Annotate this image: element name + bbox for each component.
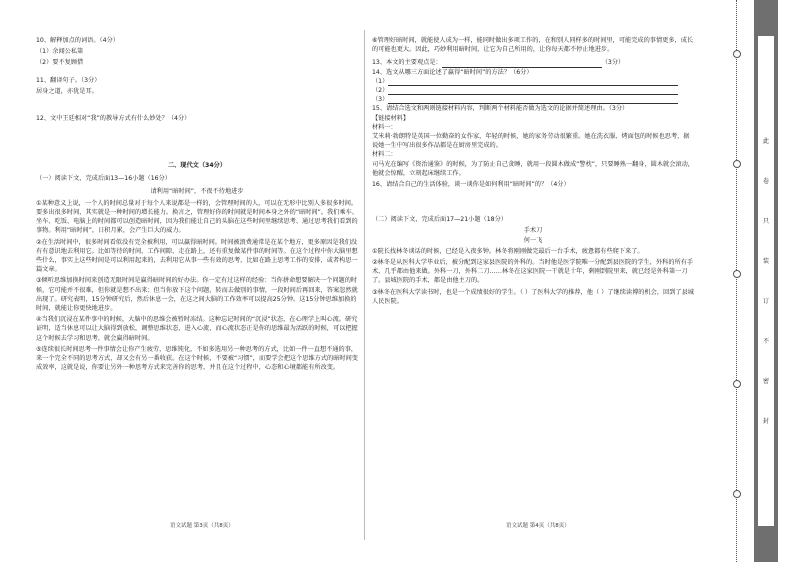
page-footer-left: 语文试题 第3页（共8页） — [170, 523, 234, 529]
story-paragraph-3: ③林冬在医科大学读书时，也是一个成绩很好的学生。（ ）了医科大学的推荐，他（ ）了继续读博的机会，回到了县城人民医院。 — [372, 288, 694, 305]
story-title: 手术刀 — [523, 227, 543, 235]
binding-char: 装 — [762, 258, 769, 265]
binding-hole — [733, 50, 741, 58]
question-16: 16、请结合自己的生活体验，谈一谈你是如何利用“暗时间”的？（4分） — [372, 181, 570, 189]
paragraph-3: ③倾听思维加换时间来创造无限时间是赢得暗时间的好办法。你一定有过这样的经验：当你拼命想要解决一个问题的时候，它可能并不很难，但你就是想不出来；但当你放下这个问题，转而去做别的事情，一段时间后再回来，答案忽然就出现了。研究表明，15分钟研究后，然后休息一会，在这之间大脑的工作效率可以提高25分钟。这15分钟思维加换的时间，就能让你更快地进步。 — [36, 277, 358, 313]
reading-intro: （一）阅读下文，完成后面13—16小题（16分） — [36, 175, 171, 183]
story-paragraph-1: ①院长找林冬谈话的时候，已经是入夜多钟。林冬将刚刚做完最后一台手术，疲惫都有些爬下来了。 — [372, 247, 644, 255]
binding-hole — [733, 490, 741, 498]
answer-blank-14-2[interactable] — [388, 88, 678, 95]
answer-blank-13[interactable] — [442, 61, 602, 68]
binding-char: 订 — [762, 298, 769, 305]
question-15: 15、请结合选文和两则链接材料内容，判断两个材料能否做为选文的论据并简述理由。（3分） — [372, 105, 629, 113]
link-label: 【链接材料】 — [372, 114, 410, 122]
binding-char: 只 — [762, 218, 769, 225]
paragraph-4: ④当我们沉浸在某件事中的时候，大脑中的思维会被暂时冻结。这种忘记时间的“沉浸”状态，在心理学上叫心流。研究证明，适当休息可以让大脑得到放松，调整思维状态，进入心流，而心流状态正是你的思维最为活跃的时候，可以把握这个时候去学习和思考，就会赢得暗时间。 — [36, 316, 358, 342]
material-1: 艾米莉·勃朗特是英国一位勤奋的女作家，年轻的时候，她的家务劳动很繁重。她在洗衣服、烤面包的时候也思考，据说她一生中写出很多作品都是在厨房里完成的。 — [372, 133, 690, 150]
question-10: 10、解释加点的词语。（4分） — [36, 37, 119, 44]
binding-char: 不 — [762, 338, 769, 345]
binding-char: 封 — [762, 418, 769, 425]
binding-panel — [758, 36, 774, 526]
paragraph-2: ②在生活时间中，很多时间看似没有完全被利用，可以赢得暗时间。时间被浪费通常是在某个地方，更多原因是我们没有有意识地去利用它。比如等待的时间、工作间隙、走在路上，还有重复做某件事的时间等。在这个过程中你大脑里想些什么，事实上这些时间是可以利用起来的，去利用它从事一些有效的思考，比如在路上思考工作的安排，或者构思一篇文章。 — [36, 238, 358, 274]
question-13: 13、本文的主要观点是： — [372, 59, 442, 67]
binding-char: 卷 — [762, 178, 769, 185]
question-10-item-2: （2）要不复顾借 — [36, 59, 84, 67]
left-page — [36, 36, 358, 372]
binding-hole — [733, 160, 741, 168]
material-2: 司马光在编写《资治通鉴》的时候，为了防止自己贪睡，就用一段圆木做成“警枕”，只要睡熟一翻身，圆木就会滚动，他就会惊醒，立刻起床继续工作。 — [372, 160, 694, 177]
story-author: 何一飞 — [523, 236, 543, 244]
story-paragraph-2: ②林冬是从医科大学毕业后，被分配到这家县医院的外科的。当时他是医学院唯一分配到县医院的学生，外科的所有手术，几乎都由他来做。外科一刀，外科二刀……林冬在这家医院一干就是十年，剩刚到院里来，就已经是外科第一刀了。县城医院的手术，都是由他主刀的。 — [372, 259, 694, 285]
paragraph-1: ①某种意义上说，一个人的时间总量对于每个人来说都是一样的，会管理时间的人，可以在无形中比别人多很多时间。要多出很多时间，其实就是一种时间的增长能力。换言之，管理好你的时间就是时间本身之外的“暗时间”。我们乘车、坐车、吃饭、电脑上的时间都可以创造暗时间，因为我们能让自己的头脑在这些时间里继续思考、通过思考我们看到的事物。利用“暗时间”，日积月累，会产生巨大的威力。 — [36, 199, 358, 235]
binding-hole — [733, 380, 741, 388]
page-footer-right: 语文试题 第4页（共8页） — [506, 523, 570, 529]
question-11: 11、翻译句子。（3分） — [36, 76, 101, 84]
question-12: 12、文中王廷相对“我”的教导方式有什么妙处？（4分） — [36, 115, 191, 123]
paragraph-6: ⑥管理好暗时间，就能使人成为一样，能同时做出多项工作的，在和别人同样多的时间里，可能完成的事情更多，成长的可能也更大。因此，巧妙利用暗时间，让它为自己所用的，让你每天都不停止地进步。 — [372, 37, 694, 54]
section-title: 二、现代文（34分） — [167, 162, 227, 170]
question-10-item-1: （1）余闻公私第 — [36, 48, 84, 56]
paragraph-5: ⑤连续很长时间思考一件事情会让你产生疲劳，思维钝化，不如多选用另一种思考的方式，比如一件一直想不通的事，来一个完全不同的思考方式，却又会有另一番收获。在这个时候，不要被“习惯”，而要学会把这个思维方式的暗时间变成效率，这就是说，你要让另外一种思考方式来完善你的思考，并且在这个过程中，心态和心境都能有所改变。 — [36, 345, 358, 372]
binding-dotted-line — [736, 0, 737, 562]
material-1-label: 材料一： — [372, 123, 397, 131]
question-14-item-3: （3） — [372, 96, 389, 104]
binding-char: 此 — [762, 138, 769, 145]
binding-strip — [714, 0, 794, 562]
question-14-item-1: （1） — [372, 77, 389, 85]
article-title: 请利用“暗时间”，不夜不待地进步 — [150, 187, 244, 195]
question-14-item-2: （2） — [372, 87, 389, 95]
question-14: 14、选文从哪三方面论述了赢得“暗时间”的方法？（6分） — [372, 68, 533, 76]
binding-char: 密 — [762, 378, 769, 385]
reading-intro-2: （二）阅读下文，完成后面17—21小题（18分） — [372, 216, 507, 224]
answer-blank-14-3[interactable] — [388, 97, 678, 104]
material-2-label: 材料二： — [372, 151, 397, 159]
answer-blank-14-1[interactable] — [388, 79, 678, 86]
right-page: ⑥管理好暗时间，就能使人成为一样，能同时做出多项工作的，在和别人同样多的时间里，可能完成的事情更多，成长的可能也更大。因此，巧妙利用暗时间，让它为自己所用的，让你每天都不停止地进步。 13、本文的主要观点是： （3分） 14、选文从哪三方面论述了赢得“暗时间”的方法？（6分） （1） （2） （3） 15、请结合选文和两则链接材料内容，判断两个材料能否做为选文的论据并简述理由。（3分） 【链接材料】 材料一： 艾米莉·勃朗特是英国一位勤奋的女作家，年轻的时候，她的家务劳动很繁重。她在洗衣服、烤面包的时候也思考，据说她一生中写出很多作品都是在厨房里完成的。 材料二： 司马光在编写《资治通鉴》的时候，为了防止自己贪睡，就用一段圆木做成“警枕”，只要睡熟一翻身，圆木就会滚动，他就会惊醒，立刻起床继续工作。 16、请结合自己的生活体验，谈一谈你是如何利用“暗时间”的？（4分） （二）阅读下文，完成后面17—21小题（18分） 手术刀 何一飞 ①院长找林冬谈话的时候，已经是入夜多钟。林冬将刚刚做完最后一台手术，疲惫都有些爬下来了。 ②林冬是从医科大学毕业后，被分配到这家县医院的外科的。当时他是医学院唯一分配到县医院的学生，外科的所有手术，几乎都由他来做。外科一刀，外科二刀……林冬在这家医院一干就是十年，剩刚到院里来，就已经是外科第一刀了。县城医院的手术，都是由他主刀的。 ③林冬在医科大学读书时，也是一个成绩很好的学生。（ ）了医科大学的推荐，他（ ）了继续读博的机会，回到了县城人民医院。 — [372, 37, 694, 305]
binding-hole — [733, 270, 741, 278]
question-11-sentence: 居身之道，亦犹是耳。 — [36, 87, 98, 95]
page-divider — [364, 30, 365, 540]
